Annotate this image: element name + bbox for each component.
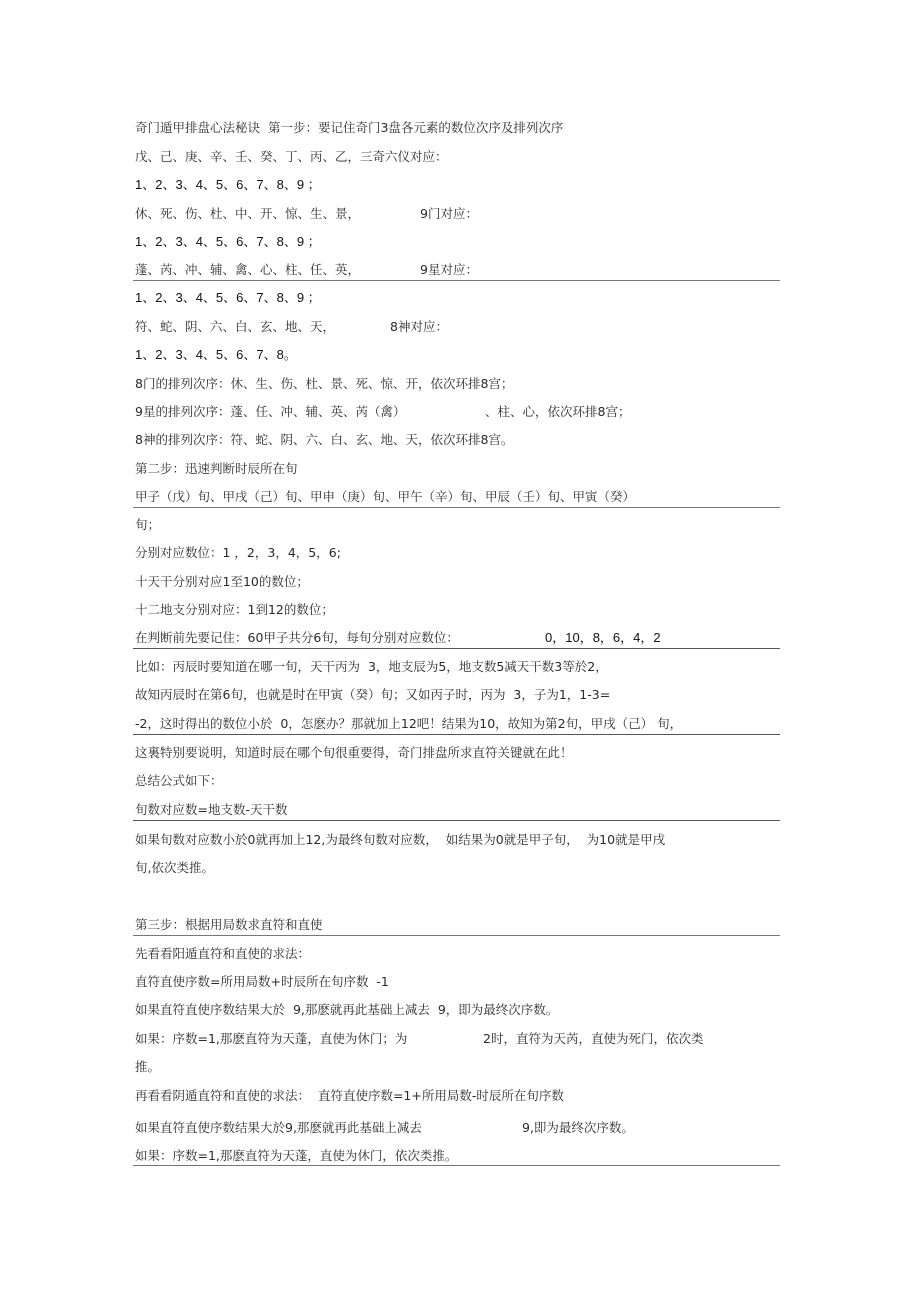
line-text: 1、2、3、4、5、6、7、8、9 ； (135, 234, 321, 249)
line-text: 如果：序数=1,那麽直符为天蓬，直使为休门，依次类推。 (135, 1148, 458, 1163)
line-text: 8门的排列次序：休、生、伤、杜、景、死、惊、开，依次环排8宫； (135, 376, 514, 391)
text-line (135, 574, 309, 590)
horizontal-rule (133, 280, 780, 281)
line-text: 9星的排列次序：蓬、任、冲、辅、英、芮（禽） (135, 404, 406, 419)
text-line (135, 404, 631, 420)
text-line (135, 347, 297, 363)
horizontal-rule (133, 648, 780, 649)
line-text: 1、2、3、4、5、6、7、8、9 ； (135, 177, 321, 192)
line-text: 1、2、3、4、5、6、7、8、9 ； (135, 290, 321, 305)
line-text: 符、蛇、阴、六、白、玄、地、天， (135, 319, 336, 334)
text-line (135, 832, 665, 848)
text-line (135, 946, 310, 962)
line-text: 如果旬数对应数小於0就再加上12,为最终旬数对应数， 如结果为0就是甲子旬， 为10就是甲戌 (135, 832, 666, 847)
line-text: 如果直符直使序数结果大於 9,那麽就再此基础上减去 9，即为最终次序数。 (135, 1002, 559, 1017)
text-line (135, 659, 608, 675)
line-text: 总结公式如下： (135, 773, 223, 788)
line-text: 旬数对应数=地支数-天干数 (135, 802, 288, 817)
formula-line (135, 974, 389, 990)
line-text: 甲子（戊）旬、甲戌（己）旬、甲申（庚）旬、甲午（辛）旬、甲辰（壬）旬、甲寅（癸） (135, 489, 636, 504)
text-line (135, 745, 573, 761)
section-heading (135, 461, 298, 477)
line-text: 第三步：根据用局数求直符和直使 (135, 917, 323, 932)
line-text: -2，这时得出的数位小於 0，怎麽办？那就加上12吧！结果为10，故知为第2旬，甲戌（己） 旬， (135, 716, 683, 731)
line-text: 第二步：迅速判断时辰所在旬 (135, 461, 298, 476)
text-line (135, 177, 321, 193)
text-line (135, 206, 478, 222)
line-text: 在判断前先要记住：60甲子共分6旬，每旬分别对应数位： (135, 630, 459, 645)
line-text: 先看看阳遁直符和直使的求法： (135, 946, 311, 961)
horizontal-rule (133, 1165, 780, 1166)
line-text: 分别对应数位：1 ，2，3，4，5，6; (135, 545, 341, 560)
text-line (135, 630, 661, 646)
text-line (135, 1120, 634, 1136)
line-text: 再看看阴遁直符和直使的求法： 直符直使序数=1+所用局数-时辰所在旬序数 (135, 1088, 564, 1103)
line-tail: 9门对应： (420, 206, 478, 221)
line-text: 奇门遁甲排盘心法秘诀 第一步：要记住奇门3盘各元素的数位次序及排列次序 (135, 120, 564, 135)
text-line (135, 545, 341, 561)
line-text: 旬,依次类推。 (135, 860, 214, 875)
line-text: 如果直符直使序数结果大於9,那麽就再此基础上减去 (135, 1120, 422, 1135)
horizontal-rule (133, 734, 780, 735)
text-line (135, 234, 321, 250)
text-line (135, 1031, 704, 1047)
text-line (135, 432, 513, 448)
text-line (135, 290, 321, 306)
line-text: 这裏特别要说明，知道时辰在哪个旬很重要得，奇门排盘所求直符关键就在此！ (135, 745, 573, 760)
line-tail: 、柱、心，依次环排8宫； (485, 404, 631, 419)
line-text: 戊、己、庚、辛、壬、癸、丁、丙、乙，三奇六仪对应： (135, 149, 448, 164)
title-line (135, 120, 563, 136)
text-line (135, 489, 635, 505)
text-line (135, 1059, 160, 1075)
text-line (135, 149, 448, 165)
formula-line (135, 802, 288, 818)
line-text: 1、2、3、4、5、6、7、8。 (135, 347, 297, 362)
line-tail: 8神对应： (390, 319, 448, 334)
line-text: 蓬、芮、冲、辅、禽、心、柱、任、英， (135, 262, 361, 277)
line-text: 如果：序数=1,那麽直符为天蓬，直使为休门；为 (135, 1031, 408, 1046)
line-text: 推。 (135, 1059, 161, 1074)
text-line (135, 517, 160, 533)
text-line (135, 1148, 457, 1164)
line-text: 十二地支分别对应：1到12的数位； (135, 602, 334, 617)
line-text: 旬； (135, 517, 161, 532)
section-heading (135, 917, 323, 933)
text-line (135, 1088, 564, 1104)
line-tail: 9星对应： (420, 262, 478, 277)
line-tail: 9,即为最终次序数。 (522, 1120, 634, 1135)
text-line (135, 376, 513, 392)
text-line (135, 319, 448, 335)
line-text: 休、死、伤、杜、中、开、惊、生、景， (135, 206, 361, 221)
horizontal-rule (133, 935, 780, 936)
horizontal-rule (133, 507, 780, 508)
line-text: 故知丙辰时在第6旬，也就是时在甲寅（癸）旬；又如丙子时，丙为 3，子为1，1-3= (135, 687, 611, 702)
text-line (135, 687, 610, 703)
text-line (135, 860, 214, 876)
line-text: 8神的排列次序：符、蛇、阴、六、白、玄、地、天，依次环排8宫。 (135, 432, 514, 447)
line-tail: 0，10，8，6，4，2 (545, 630, 661, 645)
horizontal-rule (133, 820, 780, 821)
text-line (135, 716, 682, 732)
line-text: 直符直使序数=所用局数+时辰所在旬序数 -1 (135, 974, 389, 989)
line-text: 十天干分别对应1至10的数位； (135, 574, 309, 589)
text-line (135, 602, 334, 618)
line-text: 比如：丙辰时要知道在哪一旬，天干丙为 3，地支辰为5，地支数5减天干数3等於2， (135, 659, 608, 674)
text-line (135, 773, 223, 789)
text-line (135, 1002, 558, 1018)
line-tail: 2时，直符为天芮，直使为死门，依次类 (483, 1031, 704, 1046)
text-line (135, 262, 478, 278)
